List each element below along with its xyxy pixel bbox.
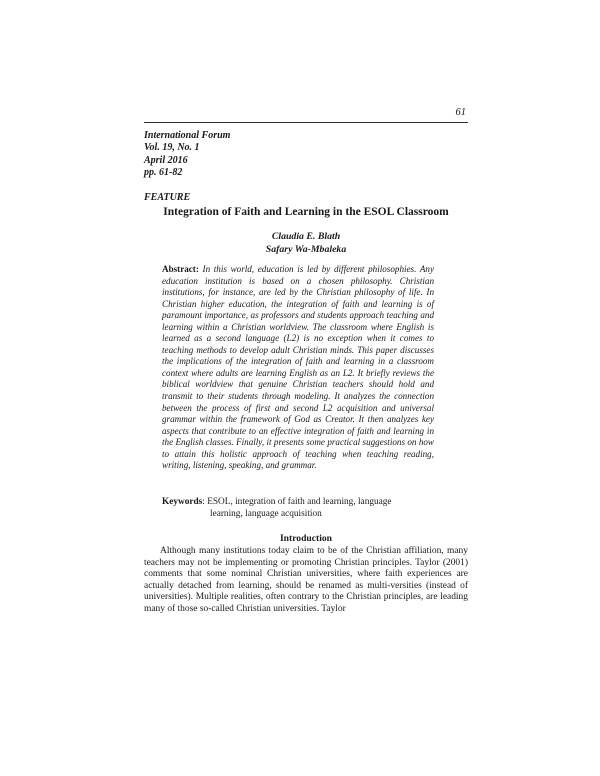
section-label: FEATURE xyxy=(144,192,191,203)
keywords-line2: learning, language acquisition xyxy=(210,509,322,519)
abstract xyxy=(162,264,434,472)
header-rule xyxy=(144,122,468,123)
journal-date: April 2016 xyxy=(144,154,188,166)
journal-volume: Vol. 19, No. 1 xyxy=(144,142,200,154)
article-title: Integration of Faith and Learning in the ESOL Classroom xyxy=(163,206,449,218)
section-heading: Introduction xyxy=(279,533,333,544)
journal-name: International Forum xyxy=(144,130,231,141)
author-name: Claudia E. Blath xyxy=(271,231,341,242)
keywords-label: Keywords xyxy=(162,497,203,507)
author-name: Safary Wa-Mbaleka xyxy=(265,243,347,255)
authors xyxy=(144,231,468,256)
page-number: 61 xyxy=(455,107,466,118)
keywords-line1: : ESOL, integration of faith and learning, language xyxy=(202,497,392,507)
keywords xyxy=(162,496,442,520)
journal-pages: pp. 61-82 xyxy=(144,166,183,178)
abstract-text: In this world, education is led by different philosophies. Any education institution is based on a chosen philosophy. Christian institutions, for instance, are led by the Christian philosophy of life. In Christian higher education, the integration of faith and learning is of paramount importance, as professors and students approach teaching and learning within a Christian worldview. The classroom where English is learned as a second language (L2) is no exception when it comes to teaching methods to develop adult Christian minds. This paper discusses the implications of the integration of faith and learning in a classroom context where adults are learning English as an L2. It briefly reviews the biblical worldview that genuine Christian teachers should hold and transmit to their students through modeling. It analyzes the connection between the process of first and second L2 acquisition and universal grammar within the framework of God as Creator. It then analyzes key aspects that contribute to an effective integration of faith and learning in the English classes. Finally, it presents some practical suggestions on how to attain this holistic approach of teaching when teaching reading, writing, listening, speaking, and grammar. xyxy=(162,264,434,471)
journal-info xyxy=(144,130,230,179)
abstract-label: Abstract: xyxy=(162,264,199,274)
paragraph: Although many institutions today claim to be of the Christian affiliation, many teachers may not be implementing or promoting Christian principles. Taylor (2001) comments that some nominal Christian universities, where faith experiences are actually detached from learning, should be renamed as multi-versities (instead of universities). Multiple realities, often contrary to the Christian principles, are leading many of those so-called Christian universities. Taylor xyxy=(144,546,468,614)
body-text xyxy=(144,546,468,615)
